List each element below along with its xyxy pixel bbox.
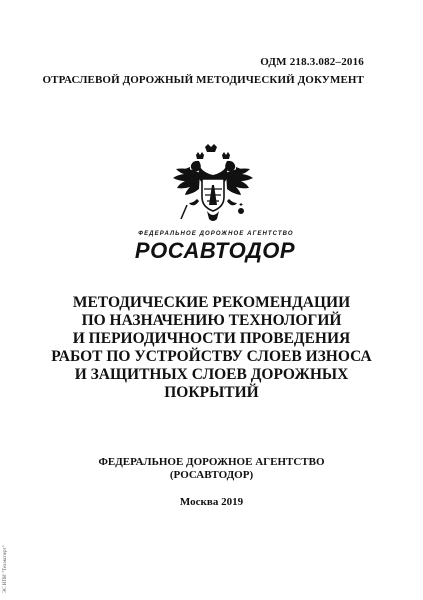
publisher-name: ФЕДЕРАЛЬНОЕ ДОРОЖНОЕ АГЕНТСТВО [98, 456, 325, 468]
title-line: РАБОТ ПО УСТРОЙСТВУ СЛОЕВ ИЗНОСА [51, 348, 372, 365]
title-line: И ЗАЩИТНЫХ СЛОЕВ ДОРОЖНЫХ [74, 366, 349, 383]
agency-logo-wordmark: РОСАВТОДОР [134, 238, 296, 263]
publisher-short-name: (РОСАВТОДОР) [169, 469, 254, 481]
document-series: ОТРАСЛЕВОЙ ДОРОЖНЫЙ МЕТОДИЧЕСКИЙ ДОКУМЕНТ [42, 74, 364, 86]
title-line: ПО НАЗНАЧЕНИЮ ТЕХНОЛОГИЙ [81, 312, 342, 329]
title-line: ПОКРЫТИЙ [164, 384, 259, 401]
agency-logo-caption: ФЕДЕРАЛЬНОЕ ДОРОЖНОЕ АГЕНТСТВО [138, 231, 294, 237]
title-line: И ПЕРИОДИЧНОСТИ ПРОВЕДЕНИЯ [72, 330, 351, 347]
document-title [30, 294, 393, 402]
publisher-block [60, 456, 363, 482]
watermark: ЭС ИПИ "Техэксперт" [3, 545, 8, 593]
double-headed-eagle-emblem-icon [171, 143, 255, 229]
title-line: МЕТОДИЧЕСКИЕ РЕКОМЕНДАЦИИ [72, 294, 351, 311]
place-and-year: Москва 2019 [179, 496, 244, 508]
document-code: ОДМ 218.3.082–2016 [260, 56, 364, 68]
